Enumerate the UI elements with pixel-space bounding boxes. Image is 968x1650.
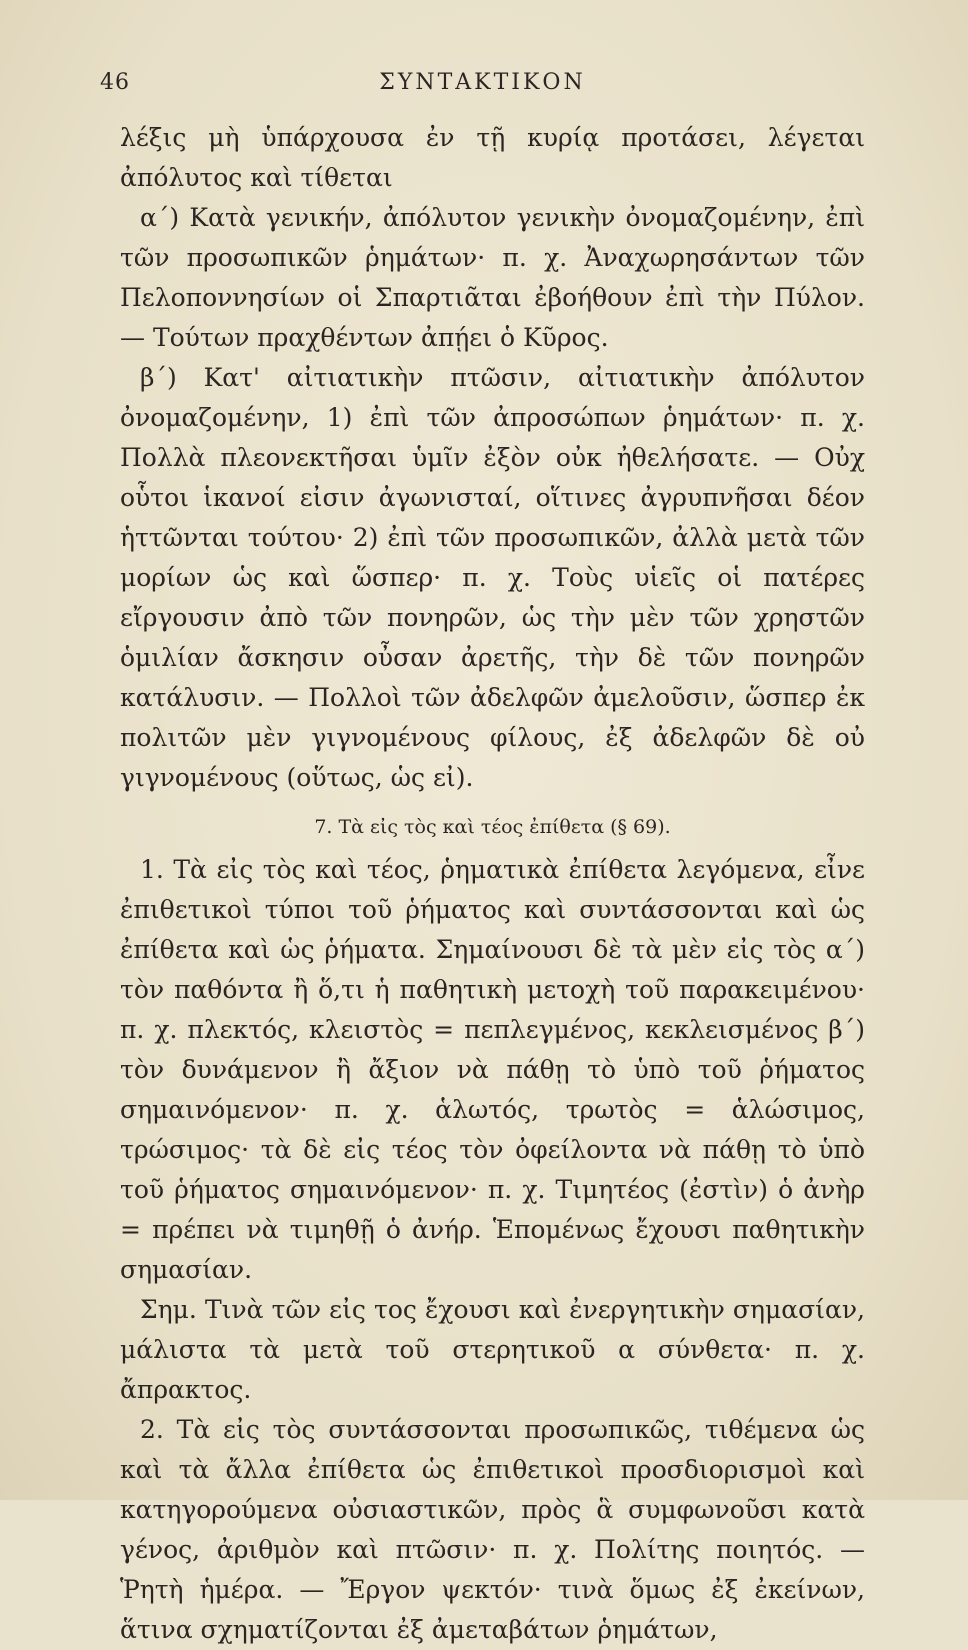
paragraph-5: Σημ. Τινὰ τῶν εἰς τος ἔχουσι καὶ ἐνεργητικὴν σημασίαν, μάλιστα τὰ μετὰ τοῦ στερητικοῦ α σύνθετα· π. χ. ἄπρακτος.	[120, 1295, 865, 1404]
paragraph-6: 2. Τὰ εἰς τὸς συντάσσονται προσωπικῶς, τιθέμενα ὡς καὶ τὰ ἄλλα ἐπίθετα ὡς ἐπιθετικοὶ προσδιορισμοὶ καὶ κατηγορούμενα οὐσιαστικῶν, πρὸς ἃ συμφωνοῦσι κατὰ γένος, ἀριθμὸν καὶ πτῶσιν· π. χ. Πολίτης ποιητός. — Ῥητὴ ἡμέρα. — Ἔργον ψεκτόν· τινὰ ὅμως ἐξ ἐκείνων, ἅτινα σχηματίζονται ἐξ ἀμεταβάτων ῥημάτων,	[120, 1415, 865, 1644]
page-header	[100, 70, 865, 100]
paragraph-2: α΄) Κατὰ γενικήν, ἀπόλυτον γενικὴν ὀνομαζομένην, ἐπὶ τῶν προσωπικῶν ῥημάτων· π. χ. Ἀναχωρησάντων τῶν Πελοποννησίων οἱ Σπαρτιᾶται ἐβοήθουν ἐπὶ τὴν Πύλον. — Τούτων πραχθέντων ἀπῄει ὁ Κῦρος.	[120, 203, 865, 352]
body-text	[120, 118, 865, 1650]
paragraph-3: β΄) Κατ' αἰτιατικὴν πτῶσιν, αἰτιατικὴν ἀπόλυτον ὀνομαζομένην, 1) ἐπὶ τῶν ἀπροσώπων ῥημάτων· π. χ. Πολλὰ πλεονεκτῆσαι ὑμῖν ἐξὸν οὐκ ἠθελήσατε. — Οὐχ οὗτοι ἱκανοί εἰσιν ἀγωνισταί, οἵτινες ἀγρυπνῆσαι δέον ἡττῶνται τούτου· 2) ἐπὶ τῶν προσωπικῶν, ἀλλὰ μετὰ τῶν μορίων ὡς καὶ ὥσπερ· π. χ. Τοὺς υἱεῖς οἱ πατέρες εἴργουσιν ἀπὸ τῶν πονηρῶν, ὡς τὴν μὲν τῶν χρηστῶν ὁμιλίαν ἄσκησιν οὖσαν ἀρετῆς, τὴν δὲ τῶν πονηρῶν κατάλυσιν. — Πολλοὶ τῶν ἀδελφῶν ἀμελοῦσιν, ὥσπερ ἐκ πολιτῶν μὲν γιγνομένους φίλους, ἐξ ἀδελφῶν δὲ οὐ γιγνομένους (οὕτως, ὡς εἰ).	[120, 363, 865, 792]
paragraph-1: λέξις μὴ ὑπάρχουσα ἐν τῇ κυρίᾳ προτάσει, λέγεται ἀπόλυτος καὶ τίθεται	[120, 123, 865, 192]
page-number: 46	[100, 70, 130, 95]
paragraph-4: 1. Τὰ εἰς τὸς καὶ τέος, ῥηματικὰ ἐπίθετα λεγόμενα, εἶνε ἐπιθετικοὶ τύποι τοῦ ῥήματος καὶ συντάσσονται καὶ ὡς ἐπίθετα καὶ ὡς ῥήματα. Σημαίνουσι δὲ τὰ μὲν εἰς τὸς α΄) τὸν παθόντα ἢ ὅ,τι ἡ παθητικὴ μετοχὴ τοῦ παρακειμένου· π. χ. πλεκτός, κλειστὸς = πεπλεγμένος, κεκλεισμένος β΄) τὸν δυνάμενον ἢ ἄξιον νὰ πάθῃ τὸ ὑπὸ τοῦ ῥήματος σημαινόμενον· π. χ. ἁλωτός, τρωτὸς = ἁλώσιμος, τρώσιμος· τὰ δὲ εἰς τέος τὸν ὀφείλοντα νὰ πάθῃ τὸ ὑπὸ τοῦ ῥήματος σημαινόμενον· π. χ. Τιμητέος (ἐστὶν) ὁ ἀνὴρ = πρέπει νὰ τιμηθῇ ὁ ἀνήρ. Ἑπομένως ἔχουσι παθητικὴν σημασίαν.	[120, 855, 865, 1284]
section-heading: 7. Τὰ εἰς τὸς καὶ τέος ἐπίθετα (§ 69).	[314, 816, 671, 838]
running-head: ΣΥΝΤΑΚΤΙΚΟΝ	[379, 70, 586, 95]
